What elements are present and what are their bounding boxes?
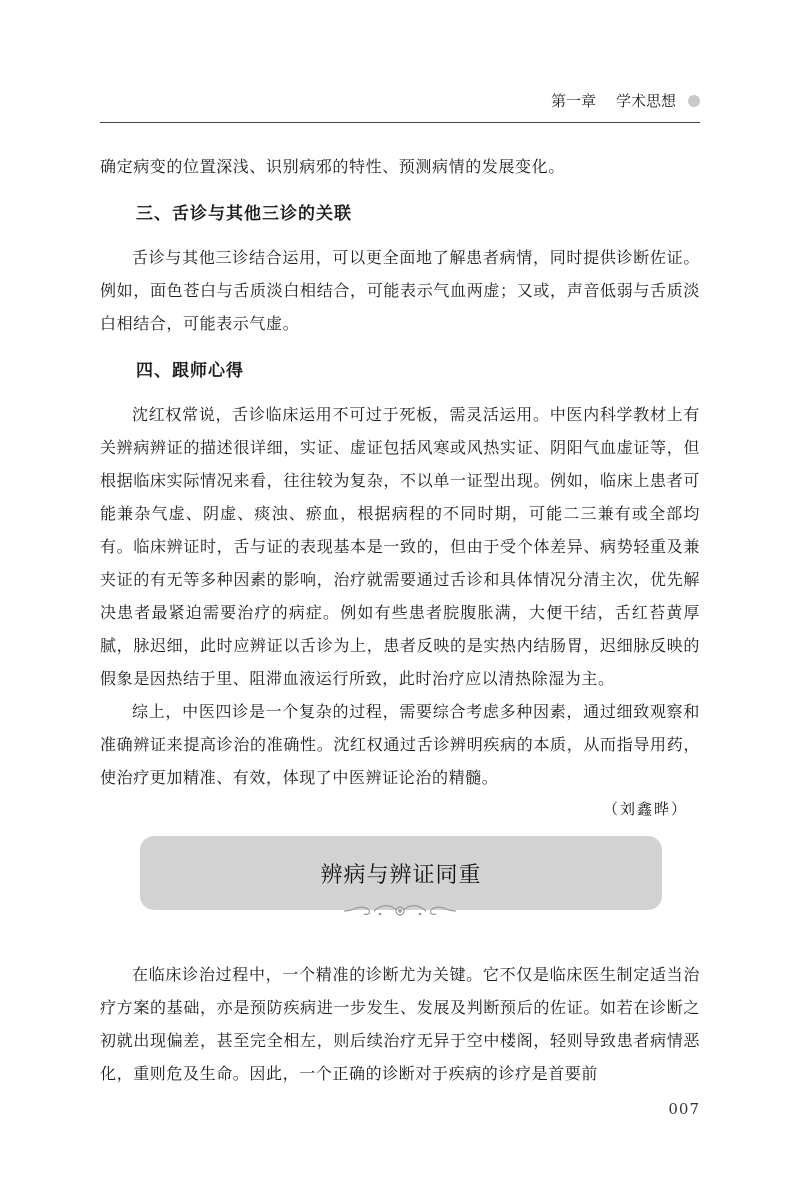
continuation-paragraph: 确定病变的位置深浅、识别病邪的特性、预测病情的发展变化。 xyxy=(100,157,565,176)
next-section-content xyxy=(100,958,700,1090)
chapter-section-banner xyxy=(140,836,662,910)
chapter-title: 学术思想 xyxy=(615,92,676,110)
section4-paragraph-2: 综上，中医四诊是一个复杂的过程，需要综合考虑多种因素，通过细致观察和准确辨证来提高诊治的准确性。沈红权通过舌诊辨明疾病的本质，从而指导用药，使治疗更加精准、有效，体现了中医辨证论治的精髓。 xyxy=(100,702,700,787)
main-content xyxy=(100,150,700,824)
page-number: 007 xyxy=(668,1100,700,1118)
circle-bullet-icon xyxy=(688,95,700,107)
chapter-number: 第一章 xyxy=(550,92,596,110)
section-heading-4: 四、跟师心得 xyxy=(136,361,244,381)
section-heading-3: 三、舌诊与其他三诊的关联 xyxy=(136,204,352,224)
header-rule xyxy=(100,122,700,123)
section3-paragraph: 舌诊与其他三诊结合运用，可以更全面地了解患者病情，同时提供诊断佐证。例如，面色苍白与舌质淡白相结合，可能表示气血两虚；又或，声音低弱与舌质淡白相结合，可能表示气虚。 xyxy=(100,248,700,333)
author-attribution: （刘鑫晔） xyxy=(602,800,688,818)
decorative-flourish-icon xyxy=(340,900,460,922)
section4-paragraph-1: 沈红权常说，舌诊临床运用不可过于死板，需灵活运用。中医内科学教材上有关辨病辨证的描述很详细，实证、虚证包括风寒或风热实证、阴阳气血虚证等，但根据临床实际情况来看，往往较为复杂，不以单一证型出现。例如，临床上患者可能兼杂气虚、阴虚、痰浊、瘀血，根据病程的不同时期，可能二三兼有或全部均有。临床辨证时，舌与证的表现基本是一致的，但由于受个体差异、病势轻重及兼夹证的有无等多种因素的影响，治疗就需要通过舌诊和具体情况分清主次，优先解决患者最紧迫需要治疗的病症。例如有些患者脘腹胀满，大便干结，舌红苔黄厚腻，脉迟细，此时应辨证以舌诊为上，患者反映的是实热内结肠胃，迟细脉反映的假象是因热结于里、阻滞血液运行所致，此时治疗应以清热除湿为主。 xyxy=(100,405,700,688)
next-section-paragraph: 在临床诊治过程中，一个精准的诊断尤为关键。它不仅是临床医生制定适当治疗方案的基础，亦是预防疾病进一步发生、发展及判断预后的佐证。如若在诊断之初就出现偏差，甚至完全相左，则后续治疗无异于空中楼阁，轻则导致患者病情恶化，重则危及生命。因此，一个正确的诊断对于疾病的诊疗是首要前 xyxy=(100,965,700,1083)
running-header xyxy=(551,90,700,111)
banner-title: 辨病与辨证同重 xyxy=(320,862,482,888)
